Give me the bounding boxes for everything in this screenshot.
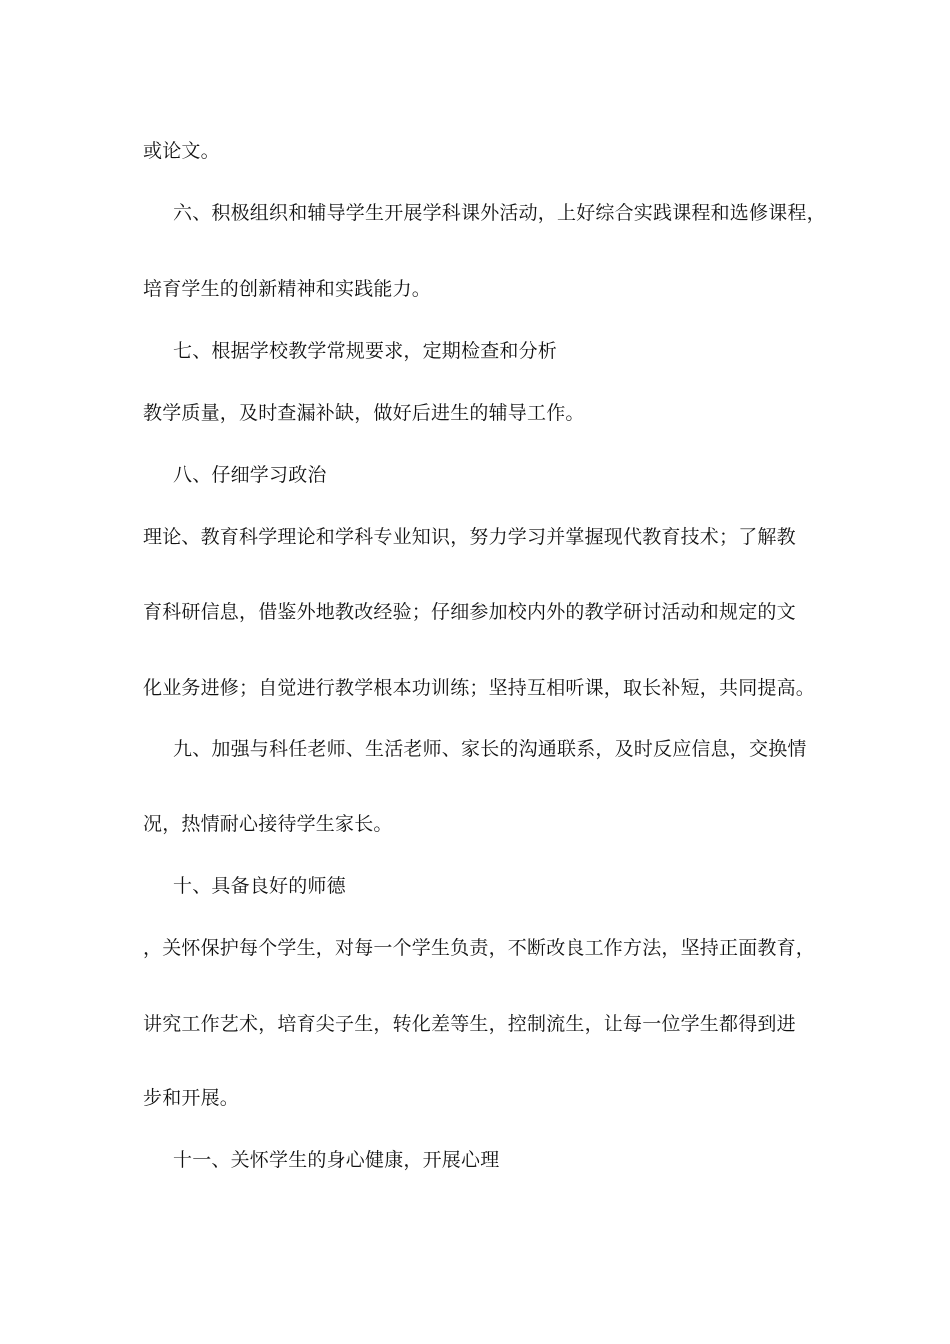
text-line: 讲究工作艺术，培育尖子生，转化差等生，控制流生，让每一位学生都得到进 — [143, 1013, 796, 1035]
text-line: 培育学生的创新精神和实践能力。 — [143, 278, 432, 300]
text-line: 步和开展。 — [143, 1087, 240, 1109]
section-8-heading: 八、仔细学习政治 — [173, 464, 327, 486]
text-line: 化业务进修；自觉进行教学根本功训练；坚持互相听课，取长补短，共同提高。 — [143, 677, 816, 699]
text-line: 况，热情耐心接待学生家长。 — [143, 813, 393, 835]
text-line: 育科研信息，借鉴外地教改经验；仔细参加校内外的教学研讨活动和规定的文 — [143, 601, 796, 623]
section-7-heading: 七、根据学校教学常规要求，定期检查和分析 — [173, 340, 558, 362]
section-6-heading: 六、积极组织和辅导学生开展学科课外活动，上好综合实践课程和选修课程， — [173, 202, 826, 224]
text-line: 理论、教育科学理论和学科专业知识，努力学习并掌握现代教育技术；了解教 — [143, 526, 796, 548]
section-10-heading: 十、具备良好的师德 — [173, 875, 346, 897]
section-9-heading: 九、加强与科任老师、生活老师、家长的沟通联系，及时反应信息，交换情 — [173, 738, 807, 760]
text-line: 教学质量，及时查漏补缺，做好后进生的辅导工作。 — [143, 402, 585, 424]
text-line: 或论文。 — [143, 140, 220, 162]
text-line: ，关怀保护每个学生，对每一个学生负责，不断改良工作方法，坚持正面教育， — [143, 937, 816, 959]
section-11-heading: 十一、关怀学生的身心健康，开展心理 — [173, 1149, 500, 1171]
